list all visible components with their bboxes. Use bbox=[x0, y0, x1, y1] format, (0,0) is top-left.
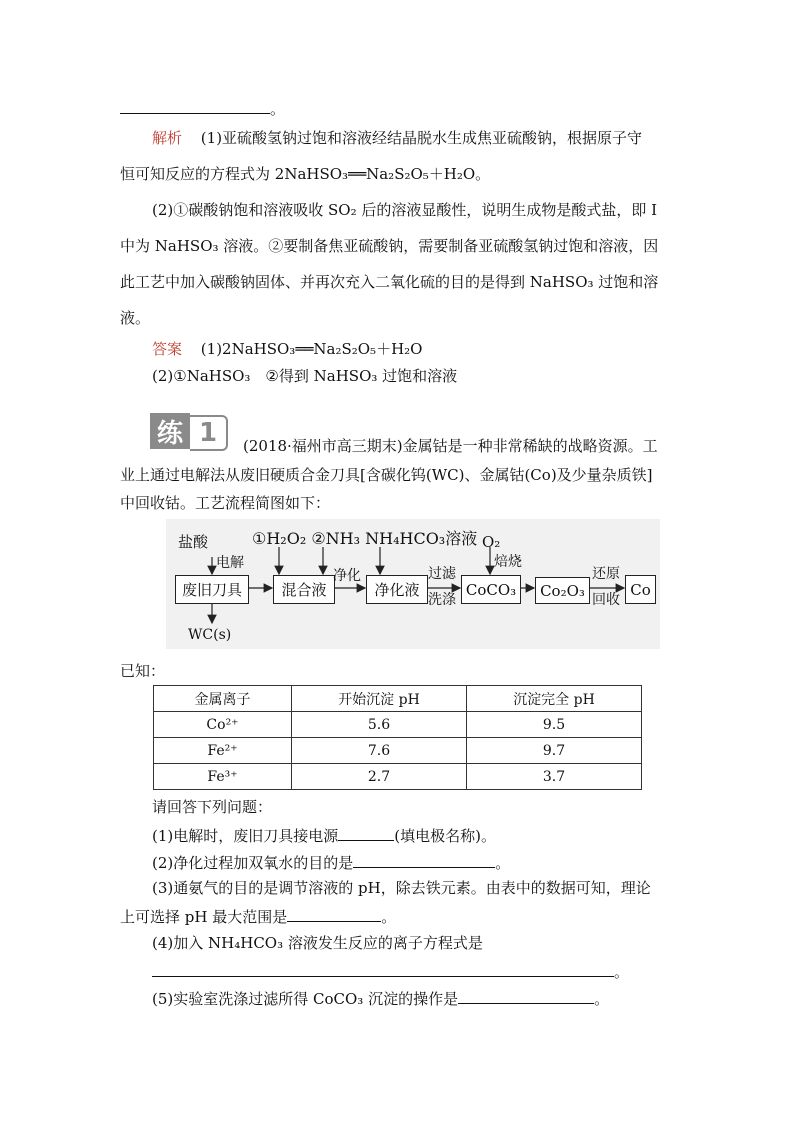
step-electrolysis: 电解 bbox=[216, 555, 244, 571]
answer-blank[interactable] bbox=[458, 988, 594, 1004]
top-answer-line: 。 bbox=[120, 98, 285, 119]
table-header: 开始沉淀 pH bbox=[292, 686, 467, 712]
question-4-line-1: (4)加入 NH₄HCO₃ 溶液发生反应的离子方程式是 bbox=[152, 934, 483, 952]
table-cell: 9.5 bbox=[467, 712, 642, 738]
table-header: 沉淀完全 pH bbox=[467, 686, 642, 712]
known-label: 已知： bbox=[120, 662, 166, 680]
answer-label: 答案 bbox=[152, 340, 183, 358]
table-cell: 7.6 bbox=[292, 738, 467, 764]
analysis-line-1: 解析 (1)亚硫酸氢钠过饱和溶液经结晶脱水生成焦亚硫酸钠，根据原子守 bbox=[152, 129, 643, 147]
analysis-line-4: 中为 NaHSO₃ 溶液。②要制备焦亚硫酸钠，需要制备亚硫酸氢钠过饱和溶液，因 bbox=[120, 237, 659, 255]
exercise-line-2: 业上通过电解法从废旧硬质合金刀具[含碳化钨(WC)、金属钴(Co)及少量杂质铁] bbox=[120, 466, 653, 484]
table-cell: 2.7 bbox=[292, 764, 467, 790]
step-wash: 洗涤 bbox=[428, 592, 456, 608]
box-co: Co bbox=[625, 575, 656, 604]
analysis-line-2: 恒可知反应的方程式为 2NaHSO₃══Na₂S₂O₅＋H₂O。 bbox=[120, 165, 491, 183]
table-cell: 3.7 bbox=[467, 764, 642, 790]
step-purify: 净化 bbox=[333, 568, 361, 584]
table-row bbox=[154, 738, 642, 764]
answer-blank[interactable] bbox=[353, 852, 495, 868]
exercise-badge bbox=[150, 413, 228, 449]
table-row bbox=[154, 712, 642, 738]
reagents-middle: ①H₂O₂ ②NH₃ NH₄HCO₃溶液 bbox=[252, 529, 478, 548]
byproduct-wc: WC(s) bbox=[188, 627, 232, 643]
question-4-line-2: 。 bbox=[152, 961, 629, 982]
step-roast: 焙烧 bbox=[494, 554, 522, 570]
answer-blank[interactable] bbox=[120, 98, 270, 114]
answer-line-2: (2)①NaHSO₃ ②得到 NaHSO₃ 过饱和溶液 bbox=[152, 367, 458, 385]
exercise-line-1: (2018·福州市高三期末)金属钴是一种非常稀缺的战略资源。工 bbox=[243, 437, 658, 455]
box-scrap-tool: 废旧刀具 bbox=[175, 575, 249, 604]
step-recover: 回收 bbox=[592, 592, 620, 608]
answer-blank[interactable] bbox=[152, 961, 614, 977]
table-row bbox=[154, 764, 642, 790]
answer-line-1: 答案 (1)2NaHSO₃══Na₂S₂O₅＋H₂O bbox=[152, 340, 423, 358]
step-reduce: 还原 bbox=[592, 566, 620, 582]
badge-char: 练 bbox=[150, 413, 190, 449]
ph-table bbox=[153, 685, 642, 790]
question-5: (5)实验室洗涤过滤所得 CoCO₃ 沉淀的操作是 。 bbox=[152, 990, 610, 1008]
table-header: 金属离子 bbox=[154, 686, 292, 712]
question-2: (2)净化过程加双氧水的目的是 。 bbox=[152, 854, 511, 872]
table-cell: 9.7 bbox=[467, 738, 642, 764]
process-flow-diagram bbox=[166, 519, 660, 649]
reagent-hcl: 盐酸 bbox=[178, 533, 209, 551]
analysis-line-3: (2)①碳酸钠饱和溶液吸收 SO₂ 后的溶液显酸性，说明生成物是酸式盐，即 Ⅰ bbox=[152, 201, 658, 219]
box-co2o3: Co₂O₃ bbox=[535, 577, 590, 604]
exercise-line-3: 中回收钴。工艺流程简图如下： bbox=[120, 494, 331, 512]
analysis-line-5: 此工艺中加入碳酸钠固体、并再次充入二氧化硫的目的是得到 NaHSO₃ 过饱和溶 bbox=[120, 273, 659, 291]
step-filter: 过滤 bbox=[428, 566, 456, 582]
question-3-line-1: (3)通氨气的目的是调节溶液的 pH，除去铁元素。由表中的数据可知，理论 bbox=[152, 879, 651, 897]
reagent-o2: O₂ bbox=[482, 533, 501, 551]
table-header-row bbox=[154, 686, 642, 712]
table-cell: 5.6 bbox=[292, 712, 467, 738]
question-1: (1)电解时，废旧刀具接电源 (填电极名称)。 bbox=[152, 827, 496, 845]
table-cell: Co²⁺ bbox=[154, 712, 292, 738]
box-purified: 净化液 bbox=[366, 575, 428, 604]
badge-number: 1 bbox=[190, 415, 228, 451]
table-cell: Fe³⁺ bbox=[154, 764, 292, 790]
answer-blank[interactable] bbox=[287, 906, 381, 922]
analysis-line-6: 液。 bbox=[120, 309, 151, 327]
questions-intro: 请回答下列问题： bbox=[152, 798, 273, 816]
table-cell: Fe²⁺ bbox=[154, 738, 292, 764]
answer-blank[interactable] bbox=[338, 825, 394, 841]
box-mixture: 混合液 bbox=[273, 575, 335, 604]
question-3-line-2: 上可选择 pH 最大范围是 。 bbox=[120, 908, 397, 926]
box-coco3: CoCO₃ bbox=[461, 575, 521, 604]
analysis-label: 解析 bbox=[152, 129, 183, 147]
